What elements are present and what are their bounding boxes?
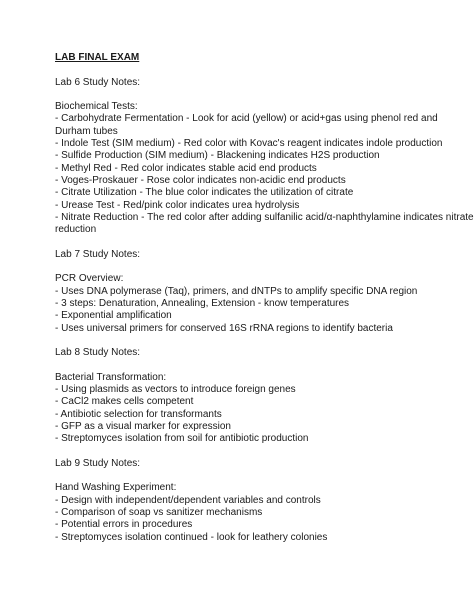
subheading-pcr-overview: PCR Overview:: [55, 273, 124, 285]
blank-line: [55, 359, 455, 371]
list-item: - Citrate Utilization - The blue color indicates the utilization of citrate: [55, 187, 354, 199]
list-item: - Design with independent/dependent variables and controls: [55, 494, 321, 506]
list-item: - Voges-Proskauer - Rose color indicates non-acidic end products: [55, 174, 346, 186]
list-item: - Urease Test - Red/pink color indicates urea hydrolysis: [55, 199, 300, 211]
list-item: - Streptomyces isolation continued - look for leathery colonies: [55, 531, 328, 543]
section-heading-lab6: Lab 6 Study Notes:: [55, 76, 141, 88]
section-heading-lab7: Lab 7 Study Notes:: [55, 248, 141, 260]
list-item: - 3 steps: Denaturation, Annealing, Extension - know temperatures: [55, 297, 350, 309]
list-item: - Nitrate Reduction - The red color after adding sulfanilic acid/α-naphthylamine indicates nitrate reduction: [55, 211, 474, 236]
list-item: - Potential errors in procedures: [55, 519, 193, 531]
list-item: - Uses universal primers for conserved 16S rRNA regions to identify bacteria: [55, 322, 393, 334]
list-item: - Exponential amplification: [55, 310, 172, 322]
list-item: - Comparison of soap vs sanitizer mechanisms: [55, 506, 263, 518]
blank-line: [55, 335, 455, 347]
blank-line: [55, 89, 455, 101]
subheading-biochemical-tests: Biochemical Tests:: [55, 101, 138, 113]
document-body: [55, 52, 474, 544]
list-item: - Methyl Red - Red color indicates stable acid end products: [55, 162, 317, 174]
section-heading-lab8: Lab 8 Study Notes:: [55, 347, 141, 359]
list-item: - Sulfide Production (SIM medium) - Blackening indicates H2S production: [55, 150, 380, 162]
list-item: - GFP as a visual marker for expression: [55, 420, 231, 432]
list-item: - Indole Test (SIM medium) - Red color with Kovac's reagent indicates indole production: [55, 138, 443, 150]
subheading-hand-washing-experiment: Hand Washing Experiment:: [55, 482, 177, 494]
blank-line: [55, 446, 455, 458]
list-item: - Using plasmids as vectors to introduce foreign genes: [55, 384, 296, 396]
blank-line: [55, 236, 455, 248]
subheading-bacterial-transformation: Bacterial Transformation:: [55, 371, 167, 383]
section-heading-lab9: Lab 9 Study Notes:: [55, 457, 141, 469]
list-item: - CaCl2 makes cells competent: [55, 396, 194, 408]
list-item: - Antibiotic selection for transformants: [55, 408, 222, 420]
list-item: - Carbohydrate Fermentation - Look for acid (yellow) or acid+gas using phenol red and Durham tubes: [55, 113, 438, 137]
list-item: - Streptomyces isolation from soil for antibiotic production: [55, 433, 309, 445]
list-item: - Uses DNA polymerase (Taq), primers, and dNTPs to amplify specific DNA region: [55, 285, 418, 297]
blank-line: [55, 64, 455, 76]
blank-line: [55, 261, 455, 273]
blank-line: [55, 470, 455, 482]
document-title: LAB FINAL EXAM: [55, 52, 140, 63]
